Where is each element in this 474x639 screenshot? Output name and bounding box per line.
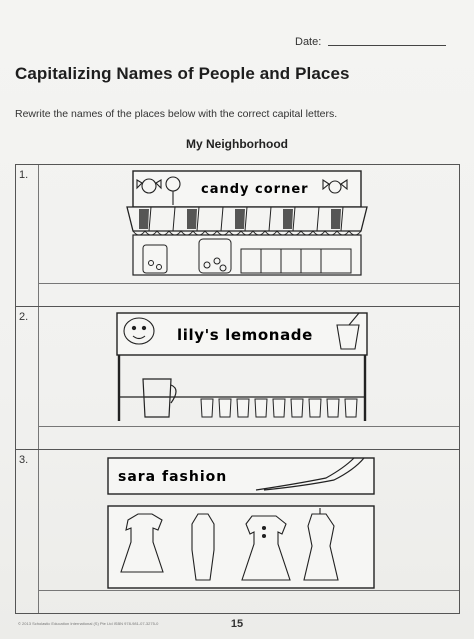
date-field-line[interactable] bbox=[328, 45, 446, 46]
exercise-item-2 bbox=[16, 306, 459, 449]
lemonade-stand-illustration bbox=[111, 309, 371, 423]
sign-text: lily's lemonade bbox=[177, 326, 313, 344]
section-subtitle: My Neighborhood bbox=[186, 137, 288, 151]
sign-text: sara fashion bbox=[118, 469, 228, 485]
item-number: 1. bbox=[19, 169, 29, 181]
number-column bbox=[16, 307, 39, 449]
exercise-panels bbox=[15, 164, 460, 614]
copyright-notice: © 2013 Scholastic Education International (S) Pte Ltd ISBN 978-981-07-3275-0 bbox=[18, 621, 159, 626]
answer-line[interactable] bbox=[38, 426, 459, 449]
exercise-item-3 bbox=[16, 449, 459, 613]
page-title: Capitalizing Names of People and Places bbox=[15, 64, 350, 83]
sign-text: candy corner bbox=[201, 182, 309, 197]
item-number: 2. bbox=[19, 311, 29, 323]
candy-shop-illustration bbox=[111, 169, 371, 277]
number-column bbox=[16, 165, 39, 306]
instructions: Rewrite the names of the places below with the correct capital letters. bbox=[15, 108, 338, 120]
pitcher-icon bbox=[143, 379, 176, 417]
cup-row bbox=[201, 399, 357, 417]
exercise-item-1 bbox=[16, 165, 459, 306]
number-column bbox=[16, 450, 39, 613]
fashion-shop-illustration bbox=[106, 456, 376, 590]
answer-line[interactable] bbox=[38, 283, 459, 306]
page-number: 15 bbox=[230, 618, 244, 630]
item-number: 3. bbox=[19, 454, 29, 466]
answer-line[interactable] bbox=[38, 590, 459, 613]
date-label: Date: bbox=[295, 36, 322, 48]
